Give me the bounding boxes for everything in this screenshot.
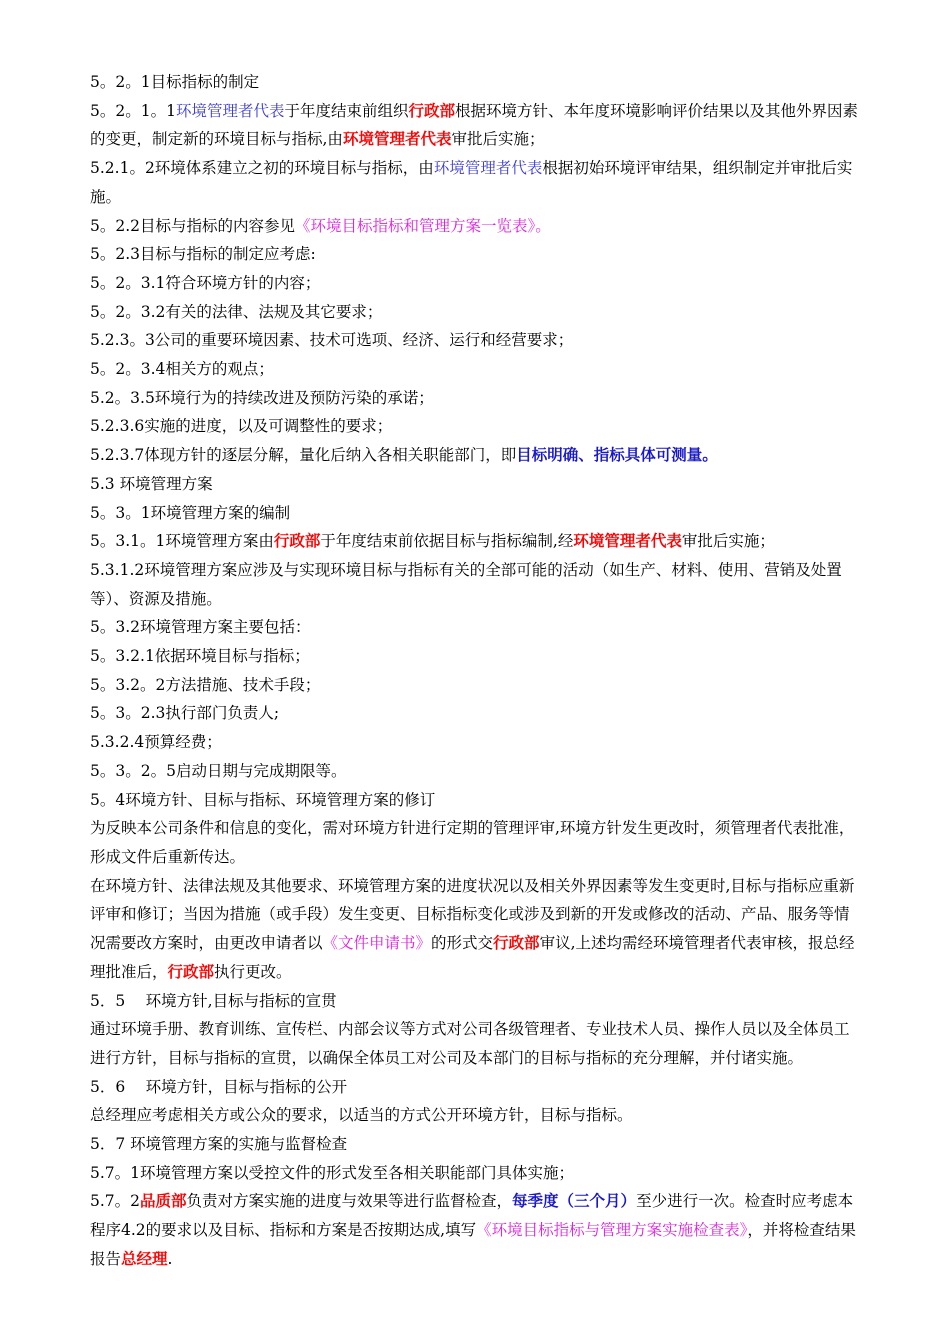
paragraph: [90, 269, 860, 298]
text-run: 5.3.1.2环境管理方案应涉及与实现环境目标与指标有关的全部可能的活动（如生产、材料、使用、营销及处置等）、资源及措施。: [90, 560, 842, 608]
paragraph: [90, 814, 860, 871]
paragraph: [90, 1015, 860, 1072]
highlighted-text: 环境管理者代表: [175, 101, 285, 120]
paragraph: [90, 68, 860, 97]
text-run: 根据环境方针、本年度环境影响评价结果以及其他外界因素的变更，制定新的环境目标与指标,由: [90, 101, 859, 149]
highlighted-text: 每季度（三个月）: [512, 1191, 637, 1211]
text-run: 为反映本公司条件和信息的变化，需对环境方针进行定期的管理评审,环境方针发生更改时，须管理者代表批准，形成文件后重新传达。: [90, 819, 855, 866]
text-run: 5.2。3.5环境行为的持续改进及预防污染的承诺；: [90, 388, 434, 407]
text-run: 5。3.1。1环境管理方案由: [90, 532, 274, 551]
text-run: 于年度结束前组织: [284, 101, 409, 120]
paragraph: [90, 384, 860, 413]
text-run: 5。3。1环境管理方案的编制: [90, 503, 291, 522]
highlighted-text: 《环境目标指标与管理方案实施检查表》: [476, 1221, 748, 1240]
highlighted-text: 《文件申请书》: [322, 934, 432, 953]
text-run: 审批后实施；: [451, 130, 545, 149]
paragraph: [90, 786, 860, 815]
text-run: 5．5 环境方针,目标与指标的宣贯: [90, 991, 337, 1010]
paragraph: [90, 470, 860, 499]
highlighted-text: 目标明确、指标具体可测量。: [516, 445, 718, 465]
paragraph: [90, 757, 860, 786]
text-run: 通过环境手册、教育训练、宣传栏、内部会议等方式对公司各级管理者、专业技术人员、操作人员以及全体员工进行方针，目标与指标的宣贯，以确保全体员工对公司及本部门的目标与指标的充分理解，并付诸实施。: [90, 1020, 850, 1067]
text-run: 至少进行一次。检查时应考虑本程序4.2的要求以及目标、指标和方案是否按期达成,填写: [90, 1192, 854, 1240]
text-run: 的形式交: [431, 934, 494, 953]
text-run: 5.7。2: [90, 1192, 141, 1211]
text-run: 5.2.3。3公司的重要环境因素、技术可选项、经济、运行和经营要求；: [90, 331, 574, 350]
paragraph: [90, 355, 860, 384]
paragraph: [90, 872, 860, 987]
paragraph: [90, 987, 860, 1016]
text-run: 5。2。1。1: [90, 101, 176, 120]
text-run: 审批后实施；: [681, 532, 775, 551]
paragraph: [90, 97, 860, 154]
paragraph: [90, 1101, 860, 1130]
highlighted-text: 品质部: [140, 1191, 187, 1211]
paragraph: [90, 154, 860, 211]
text-run: 5。3.2环境管理方案主要包括：: [90, 618, 311, 637]
text-run: 审议,上述均需经环境管理者代表审核，报总经理批准后，: [90, 934, 855, 981]
text-run: 5.2.3.7体现方针的逐层分解，量化后纳入各相关职能部门，即: [90, 446, 517, 465]
paragraph: [90, 326, 860, 355]
text-run: 5。4环境方针、目标与指标、环境管理方案的修订: [90, 790, 436, 809]
text-run: 于年度结束前依据目标与指标编制,经: [320, 532, 574, 551]
text-run: 5。3。2。5启动日期与完成期限等。: [90, 761, 347, 780]
text-run: ，并将检查结果报告: [90, 1221, 856, 1268]
highlighted-text: 环境管理者代表: [433, 159, 543, 178]
highlighted-text: 总经理: [121, 1248, 168, 1268]
paragraph: [90, 212, 860, 241]
highlighted-text: 行政部: [167, 961, 215, 981]
paragraph: [90, 556, 860, 613]
highlighted-text: 行政部: [408, 100, 455, 120]
paragraph: [90, 1187, 860, 1273]
text-run: 5。3。2.3执行部门负责人;: [90, 704, 280, 723]
highlighted-text: 环境管理者代表: [573, 531, 682, 551]
paragraph: [90, 412, 860, 441]
text-run: 5。2。3.4相关方的观点；: [90, 360, 274, 379]
text-run: 根据初始环境评审结果，组织制定并审批后实施。: [90, 159, 853, 206]
paragraph: [90, 1159, 860, 1188]
text-run: 5。3.2。2方法措施、技术手段；: [90, 675, 321, 694]
highlighted-text: 《环境目标指标和管理方案一览表》。: [295, 216, 551, 235]
text-run: 负责对方案实施的进度与效果等进行监督检查，: [186, 1192, 513, 1211]
text-run: 5。2.3目标与指标的制定应考虑:: [90, 245, 316, 264]
text-run: 5.2.1。2环境体系建立之初的环境目标与指标，由: [90, 159, 434, 178]
paragraph: [90, 441, 860, 470]
text-run: 5。2.2目标与指标的内容参见: [90, 216, 296, 235]
text-run: 5。2。3.1符合环境方针的内容；: [90, 273, 321, 292]
paragraph: [90, 671, 860, 700]
paragraph: [90, 499, 860, 528]
text-run: 总经理应考虑相关方或公众的要求，以适当的方式公开环境方针，目标与指标。: [90, 1106, 633, 1125]
highlighted-text: 行政部: [273, 531, 321, 551]
text-run: 5.3.2.4预算经费；: [90, 733, 222, 752]
paragraph: [90, 728, 860, 757]
text-run: 5。2。3.2有关的法律、法规及其它要求；: [90, 302, 383, 321]
text-run: 5.2.3.6实施的进度，以及可调整性的要求；: [90, 417, 393, 436]
paragraph: [90, 240, 860, 269]
text-run: 5。2。1目标指标的制定: [90, 73, 260, 91]
paragraph: [90, 527, 860, 556]
highlighted-text: 行政部: [493, 933, 540, 953]
text-run: 5.3 环境管理方案: [90, 474, 213, 493]
paragraph: [90, 642, 860, 671]
text-run: 5．7 环境管理方案的实施与监督检查: [90, 1135, 348, 1154]
highlighted-text: 环境管理者代表: [342, 129, 452, 149]
text-run: 执行更改。: [214, 962, 292, 981]
paragraph: [90, 613, 860, 642]
text-run: 5.7。1环境管理方案以受控文件的形式发至各相关职能部门具体实施；: [90, 1163, 575, 1182]
paragraph: [90, 1130, 860, 1159]
paragraph: [90, 699, 860, 728]
text-run: 5．6 环境方针，目标与指标的公开: [90, 1077, 348, 1096]
document-body: [90, 68, 860, 1274]
paragraph: [90, 298, 860, 327]
text-run: 在环境方针、法律法规及其他要求、环境管理方案的进度状况以及相关外界因素等发生变更时,目标与指标应重新评审和修订；当因为措施（或手段）发生变更、目标指标变化或涉及到新的开发或修改的活动、产品、服务等情况需要改方案时，由更改申请者以: [90, 876, 855, 953]
text-run: 5。3.2.1依据环境目标与指标；: [90, 647, 310, 666]
paragraph: [90, 1073, 860, 1102]
text-run: .: [167, 1249, 173, 1268]
